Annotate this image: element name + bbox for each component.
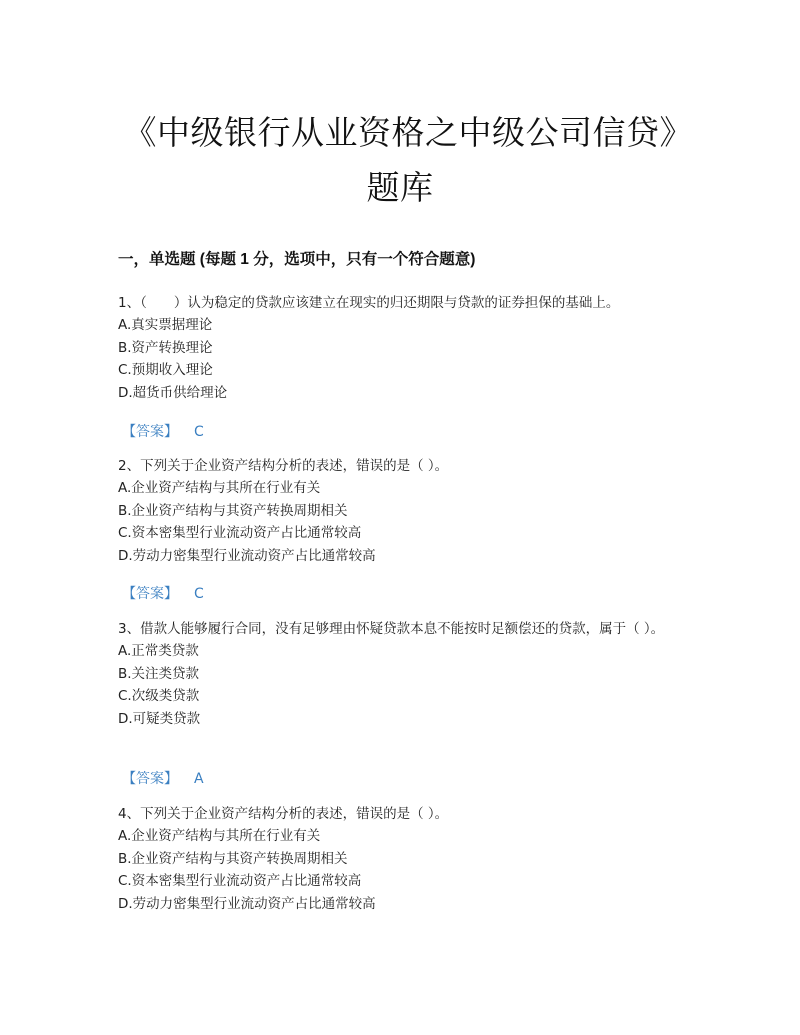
answer-value: A <box>194 771 204 787</box>
option-d: D.超货币供给理论 <box>118 384 228 401</box>
answer-1 <box>122 421 204 441</box>
question-2 <box>118 455 688 567</box>
option-a: A.企业资产结构与其所在行业有关 <box>118 828 321 844</box>
option-c: C.资本密集型行业流动资产占比通常较高 <box>118 525 362 541</box>
option-a: A.真实票据理论 <box>118 317 213 333</box>
option-b: B.企业资产结构与其资产转换周期相关 <box>118 850 348 867</box>
option-d: D.劳动力密集型行业流动资产占比通常较高 <box>118 895 376 912</box>
option-d: D.可疑类贷款 <box>118 710 201 727</box>
answer-label: 【答案】 <box>122 586 178 602</box>
answer-label: 【答案】 <box>122 771 178 787</box>
question-stem: 1、（ ）认为稳定的贷款应该建立在现实的归还期限与贷款的证券担保的基础上。 <box>118 295 620 311</box>
option-a: A.正常类贷款 <box>118 643 199 659</box>
answer-label: 【答案】 <box>122 424 178 440</box>
answer-2 <box>122 583 204 603</box>
question-4 <box>118 803 688 915</box>
page-title: 《中级银行从业资格之中级公司信贷》题库 <box>123 113 677 207</box>
question-stem: 2、下列关于企业资产结构分析的表述，错误的是（ ）。 <box>118 458 449 474</box>
question-1 <box>118 292 688 404</box>
section-heading: 一，单选题 (每题 1 分，选项中，只有一个符合题意) <box>118 251 476 268</box>
option-d: D.劳动力密集型行业流动资产占比通常较高 <box>118 547 376 564</box>
option-c: C.次级类贷款 <box>118 688 200 704</box>
option-c: C.资本密集型行业流动资产占比通常较高 <box>118 873 362 889</box>
option-a: A.企业资产结构与其所在行业有关 <box>118 480 321 496</box>
answer-value: C <box>194 424 204 440</box>
question-3 <box>118 618 688 730</box>
question-stem: 3、借款人能够履行合同，没有足够理由怀疑贷款本息不能按时足额偿还的贷款，属于（ ）。 <box>118 621 665 637</box>
option-c: C.预期收入理论 <box>118 362 213 378</box>
option-b: B.资产转换理论 <box>118 339 213 356</box>
answer-3 <box>122 768 204 788</box>
option-b: B.企业资产结构与其资产转换周期相关 <box>118 502 348 519</box>
option-b: B.关注类贷款 <box>118 665 200 682</box>
question-stem: 4、下列关于企业资产结构分析的表述，错误的是（ ）。 <box>118 806 449 822</box>
answer-value: C <box>194 586 204 602</box>
